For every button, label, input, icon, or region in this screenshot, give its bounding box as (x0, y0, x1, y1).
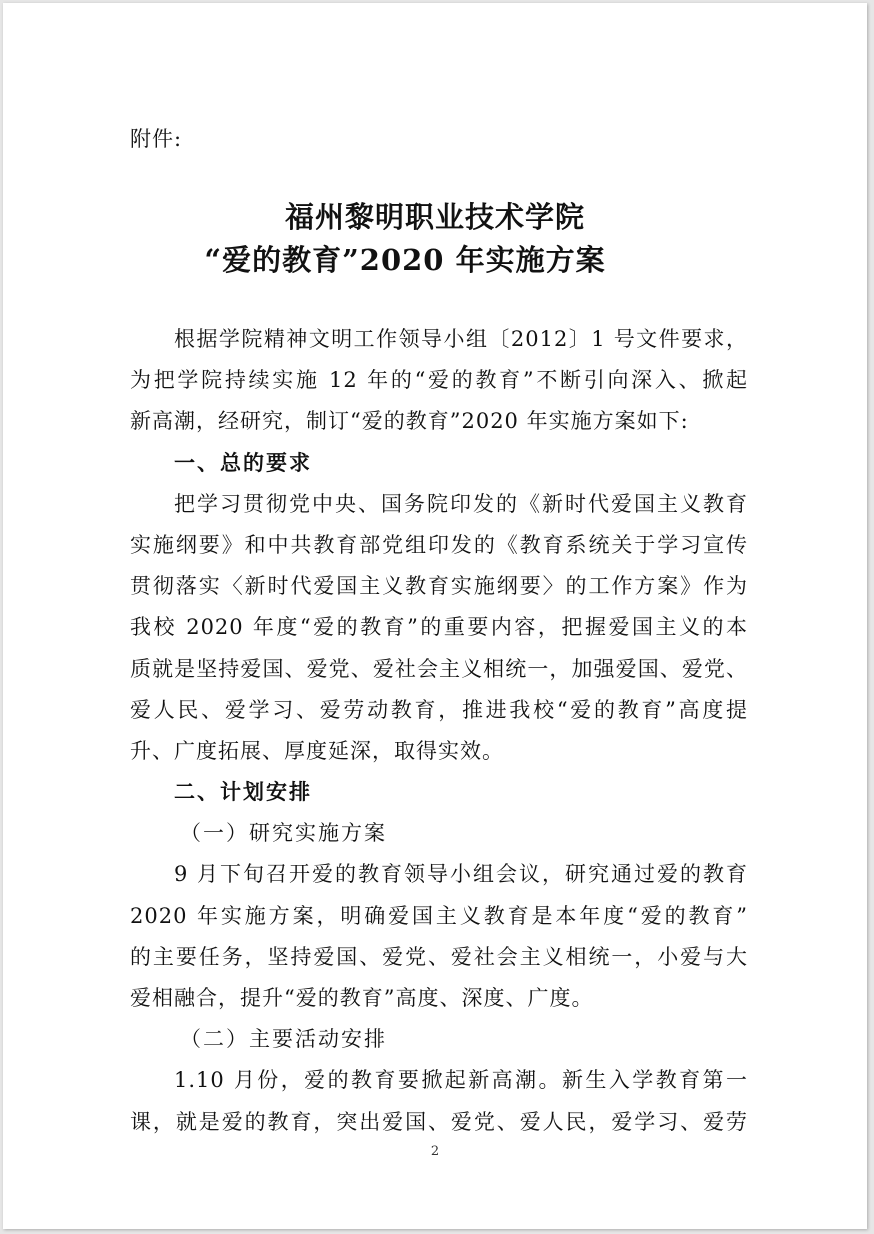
document-body (130, 319, 748, 1143)
section1-line: 升、广度拓展、厚度延深，取得实效。 (130, 738, 504, 763)
attachment-label: 附件: (130, 127, 183, 151)
sub1-line: 爱相融合，提升“爱的教育”高度、深度、广度。 (130, 986, 594, 1010)
document-title-line1: 福州黎明职业技术学院 (284, 200, 585, 234)
intro-line: 新高潮，经研究，制订“爱的教育”2020 年实施方案如下: (130, 409, 689, 434)
document-title-line2: “爱的教育”2020 年实施方案 (204, 243, 606, 277)
section1-line: 爱人民、爱学习、爱劳动教育，推进我校“爱的教育”高度提 (130, 697, 748, 722)
section1-line: 我校 2020 年度“爱的教育”的重要内容，把握爱国主义的本 (130, 615, 748, 640)
sub2-line: 1.10 月份，爱的教育要掀起新高潮。新生入学教育第一 (174, 1068, 748, 1093)
subsection-heading: （一）研究实施方案 (180, 821, 387, 846)
page-number: 2 (430, 1144, 440, 1159)
sub1-line: 的主要任务，坚持爱国、爱党、爱社会主义相统一，小爱与大 (130, 944, 748, 969)
section-heading: 二、计划安排 (174, 780, 312, 805)
sub1-line: 9 月下旬召开爱的教育领导小组会议，研究通过爱的教育 (174, 862, 748, 887)
section-heading: 一、总的要求 (174, 450, 312, 475)
sub2-line: 课，就是爱的教育，突出爱国、爱党、爱人民，爱学习、爱劳 (130, 1109, 748, 1134)
section1-line: 实施纲要》和中共教育部党组印发的《教育系统关于学习宣传 (130, 532, 748, 557)
document-page (3, 3, 867, 1229)
intro-line: 为把学院持续实施 12 年的“爱的教育”不断引向深入、掀起 (130, 368, 748, 393)
sub1-line: 2020 年实施方案，明确爱国主义教育是本年度“爱的教育” (130, 903, 748, 928)
section1-line: 把学习贯彻党中央、国务院印发的《新时代爱国主义教育 (174, 491, 748, 516)
section1-line: 贯彻落实〈新时代爱国主义教育实施纲要〉的工作方案》作为 (130, 574, 748, 599)
section1-line: 质就是坚持爱国、爱党、爱社会主义相统一，加强爱国、爱党、 (130, 656, 748, 681)
intro-line: 根据学院精神文明工作领导小组〔2012〕1 号文件要求， (174, 327, 748, 351)
subsection-heading: （二）主要活动安排 (180, 1027, 387, 1052)
